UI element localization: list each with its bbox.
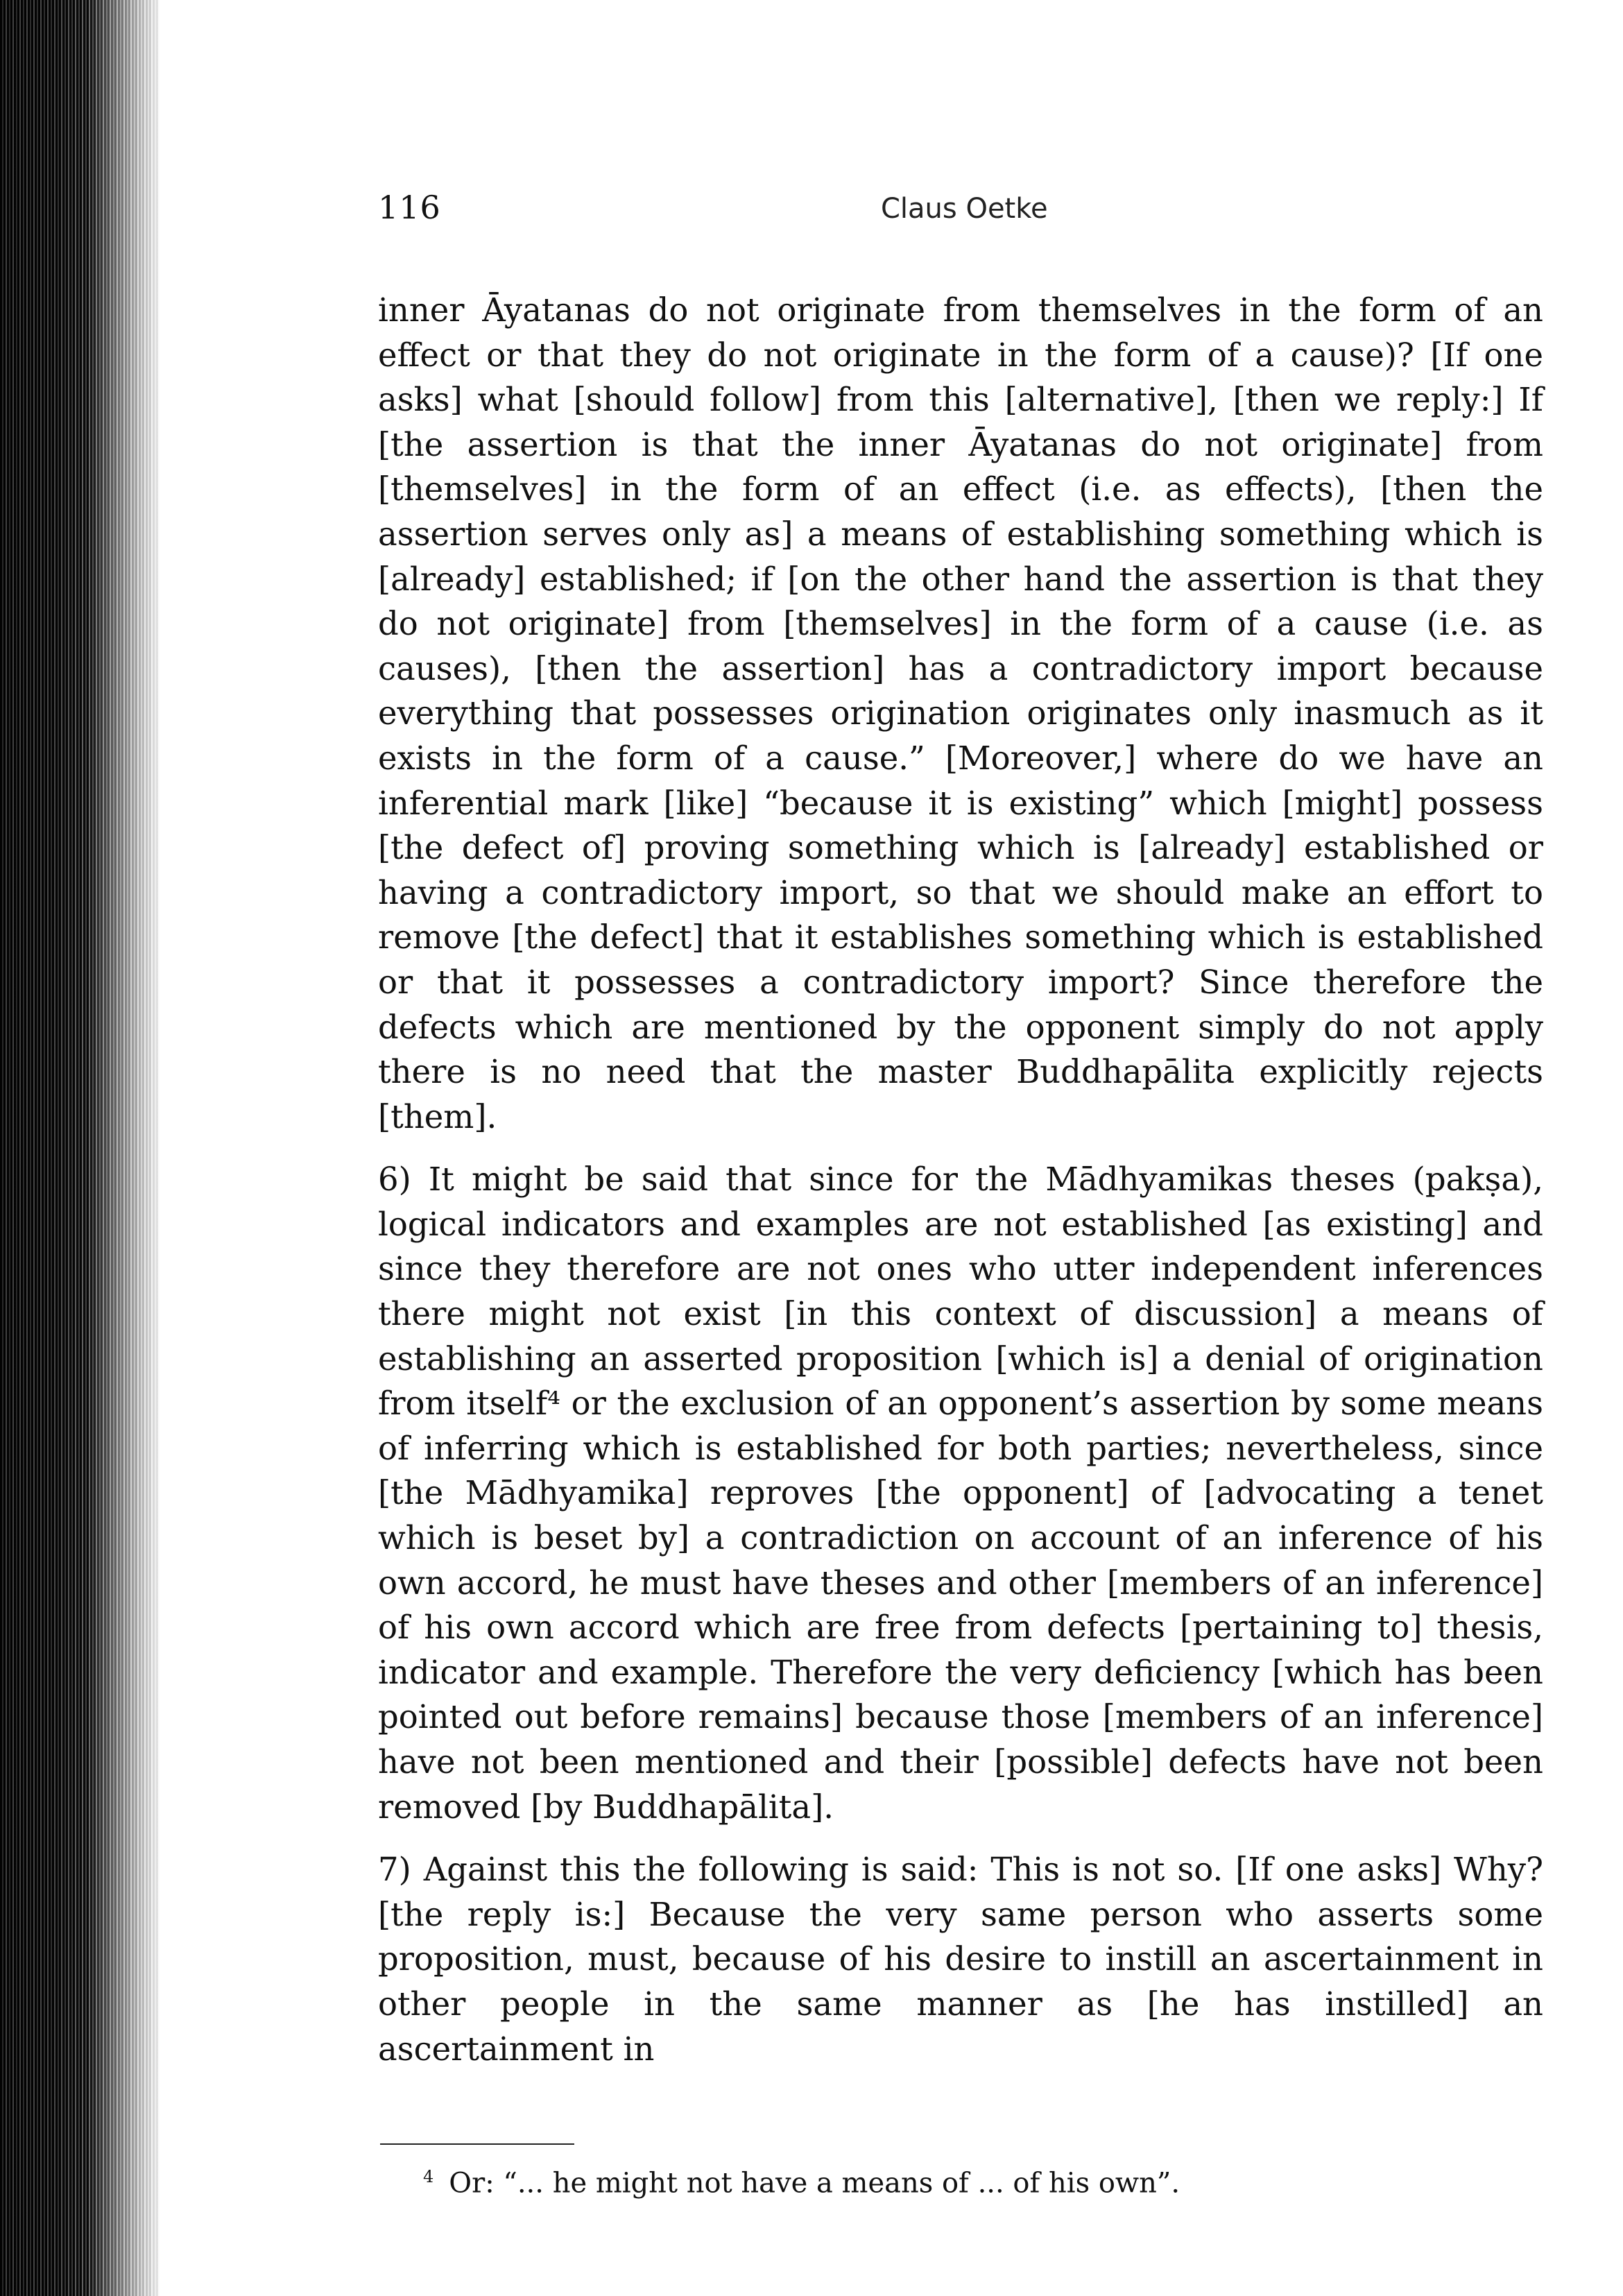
footnote-rule [380,2143,574,2145]
paragraph-6: 6) It might be said that since for the Mādhyamikas theses (pakṣa), logical indicators and examples are not established [as existing] and since they therefore are not ones who utter independent inferences there might not exist [in this context of discussion] a means of establishing an asserted proposition [which is] a denial of origination from itself⁴ or the exclusion of an opponent’s assertion by some means of inferring which is established for both parties; nevertheless, since [the Mādhyamika] reproves [the opponent] of [advocating a tenet which is beset by] a contradiction on account of an inference of his own accord, he must have theses and other [members of an inference] of his own accord which are free from defects [pertaining to] thesis, indicator and example. Therefore the very deficiency [which has been pointed out before remains] because those [members of an inference] have not been mentioned and their [possible] defects have not been removed [by Buddhapālita]. [378,1160,1543,1826]
scan-gutter-shadow [0,0,160,2296]
paragraph-7: 7) Against this the following is said: This is not so. [If one asks] Why? [the reply is:] Because the very same person who asserts some proposition, must, because of his desire to instill an ascertainment in other people in the same manner as [he has instilled] an ascertainment in [378,1851,1543,2068]
footnote-text: Or: “... he might not have a means of ... of his own”. [449,2167,1180,2200]
footnote-marker: 4 [423,2167,434,2186]
page-number: 116 [378,189,441,226]
footnote [423,2159,1394,2201]
body-text [378,288,1543,2089]
paragraph-continuation: inner Āyatanas do not originate from themselves in the form of an effect or that they do not originate in the form of a cause)? [If one asks] what [should follow] from this [alternative], [then we reply:] If [the assertion is that the inner Āyatanas do not originate] from [themselves] in the form of an effect (i.e. as effects), [then the assertion serves only as] a means of establishing something which is [already] established; if [on the other hand the assertion is that they do not originate] from [themselves] in the form of a cause (i.e. as causes), [then the assertion] has a contradictory import because everything that possesses origination originates only inasmuch as it exists in the form of a cause.” [Moreover,] where do we have an inferential mark [like] “because it is existing” which [might] possess [the defect of] proving something which is [already] established or having a contradictory import, so that we should make an effort to remove [the defect] that it establishes something which is established or that it possesses a contradictory import? Since therefore the defects which are mentioned by the opponent simply do not apply there is no need that the master Buddhapālita explicitly rejects [them]. [378,291,1543,1136]
running-title: Claus Oetke [881,193,1048,225]
running-head [378,189,1450,237]
